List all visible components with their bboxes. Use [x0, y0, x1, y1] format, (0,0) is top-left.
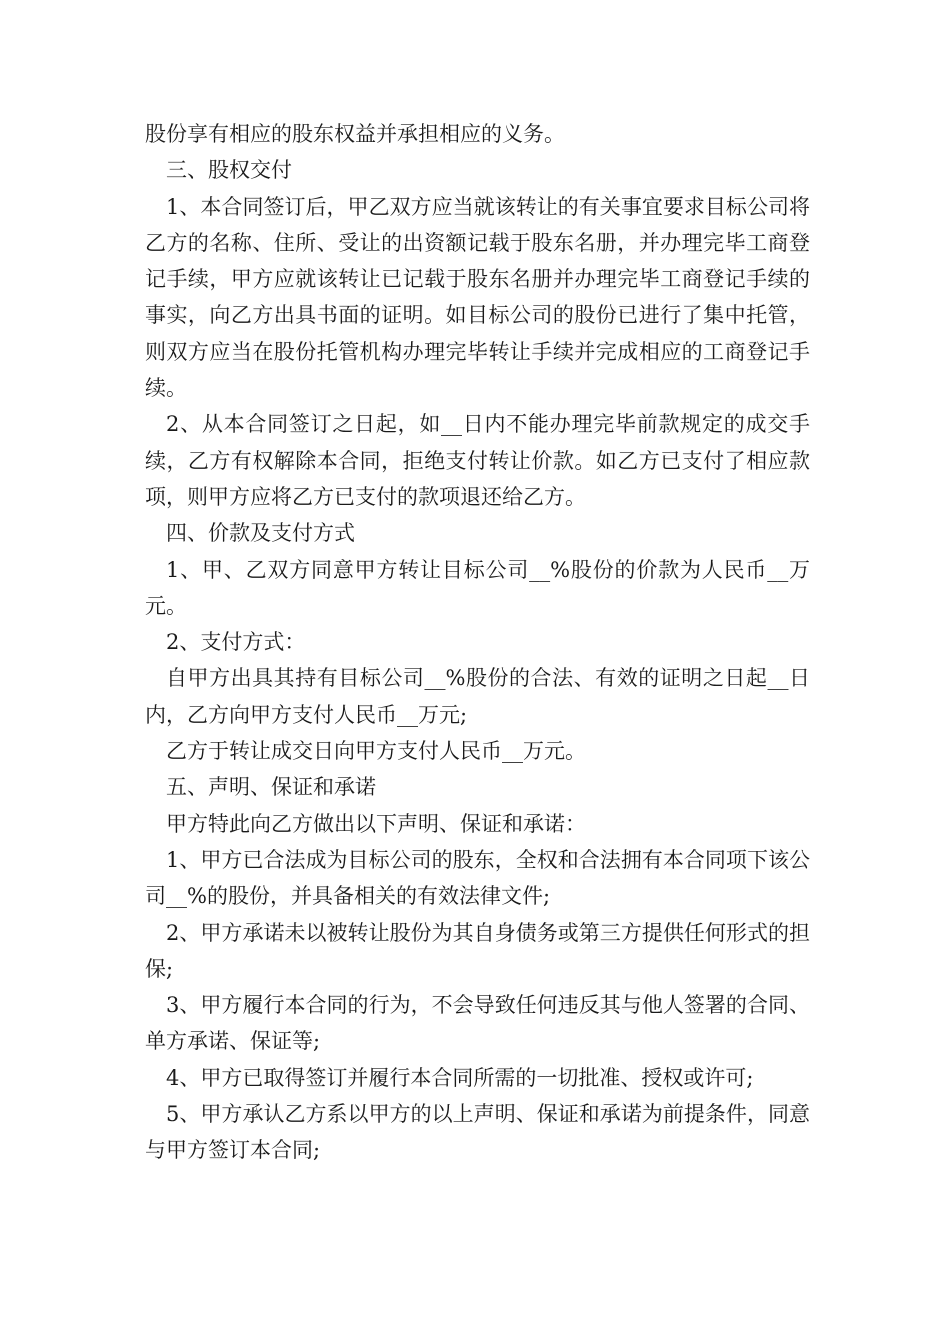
- section-heading-representations: 五、声明、保证和承诺: [166, 775, 376, 800]
- clause-5-3: 3、甲方履行本合同的行为，不会导致任何违反其与他人签署的合同、单方承诺、保证等;: [145, 993, 810, 1054]
- representations-intro: 甲方特此向乙方做出以下声明、保证和承诺：: [166, 811, 586, 836]
- clause-4-2: 2、支付方式：: [166, 630, 306, 655]
- clause-5-4: 4、甲方已取得签订并履行本合同所需的一切批准、授权或许可;: [166, 1065, 754, 1090]
- clause-4-1: 1、甲、乙双方同意甲方转让目标公司__%股份的价款为人民币__万元。: [145, 557, 811, 618]
- clause-3-1: 1、本合同签订后，甲乙双方应当就该转让的有关事宜要求目标公司将乙方的名称、住所、受让的出资额记载于股东名册，并办理完毕工商登记手续，甲方应就该转让已记载于股东名册并办理完毕工商登记手续的事实，向乙方出具书面的证明。如目标公司的股份已进行了集中托管，则双方应当在股份托管机构办理完毕转让手续并完成相应的工商登记手续。: [145, 194, 810, 401]
- clause-5-2: 2、甲方承诺未以被转让股份为其自身债务或第三方提供任何形式的担保;: [145, 920, 810, 981]
- payment-item-1: 自甲方出具其持有目标公司__%股份的合法、有效的证明之日起__日内，乙方向甲方支付人民币__万元;: [145, 666, 810, 727]
- clause-5-1: 1、甲方已合法成为目标公司的股东，全权和合法拥有本合同项下该公司__%的股份，并具备相关的有效法律文件;: [145, 847, 810, 909]
- paragraph-continuation: 股份享有相应的股东权益并承担相应的义务。: [145, 122, 565, 146]
- section-heading-price-payment: 四、价款及支付方式: [166, 521, 355, 546]
- payment-item-2: 乙方于转让成交日向甲方支付人民币__万元。: [166, 739, 586, 764]
- document-body: [145, 116, 810, 1169]
- section-heading-equity-delivery: 三、股权交付: [166, 158, 292, 183]
- clause-5-5: 5、甲方承认乙方系以甲方的以上声明、保证和承诺为前提条件，同意与甲方签订本合同;: [145, 1102, 810, 1163]
- clause-3-2: 2、从本合同签订之日起，如__日内不能办理完毕前款规定的成交手续，乙方有权解除本合同，拒绝支付转让价款。如乙方已支付了相应款项，则甲方应将乙方已支付的款项退还给乙方。: [145, 412, 810, 509]
